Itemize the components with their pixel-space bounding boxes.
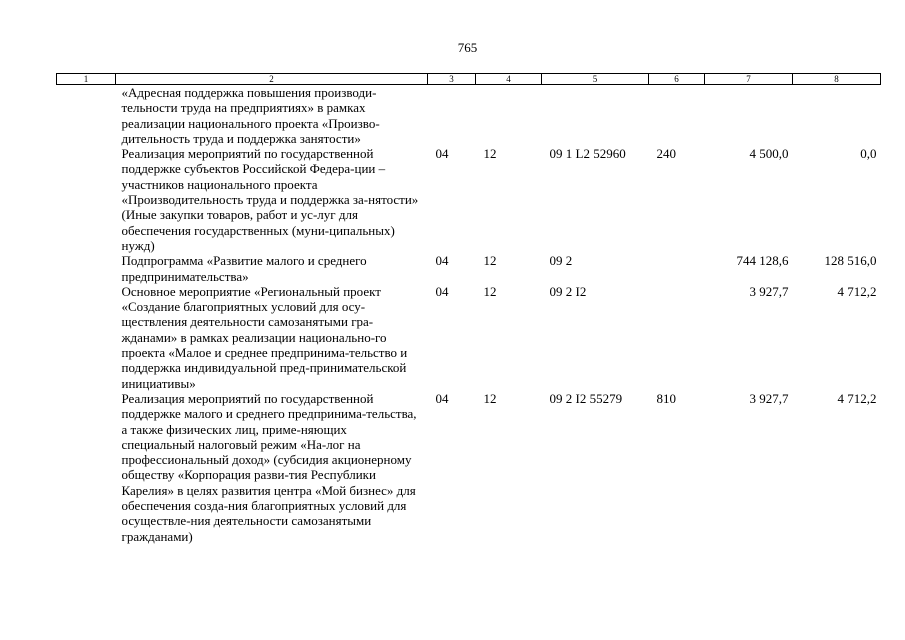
table-row	[57, 391, 881, 544]
row-section: 04	[435, 253, 449, 269]
row-sum-2: 4 712,2	[837, 390, 877, 406]
row-sum-1: 744 128,6	[736, 253, 789, 269]
row-name: Основное мероприятие «Региональный проект «Создание благоприятных условий для осу-ществления деятельности самозанятыми гра-жданами» в рамках реализации национально-го проекта «Малое и среднее предпринима-тельство и поддержка индивидуальной пред-принимательской инициативы»	[121, 283, 408, 391]
row-subsection: 12	[483, 146, 497, 162]
row-expense-type	[649, 284, 705, 391]
row-name: Реализация мероприятий по государственной поддержке малого и среднего предпринима-тельства, а также физических лиц, приме-няющих специальный налоговый режим «На-лог на профессиональный доход» (субсидия акционерному обществу «Корпорация разви-тия Республики Карелия» в целях развития центра «Мой бизнес» для обеспечения созда-ния благоприятных условий для осуществле-ния деятельности самозанятыми гражданами)	[121, 390, 417, 544]
row-subsection: 12	[483, 253, 497, 269]
row-sum-1: 3 927,7	[749, 283, 789, 299]
row-sum-1: 3 927,7	[749, 390, 789, 406]
table-row	[57, 85, 881, 147]
header-cell-2: 2	[116, 74, 428, 85]
row-name: Реализация мероприятий по государственной поддержке субъектов Российской Федера-ции – участников национального проекта «Производительность труда и поддержка за-нятости» (Иные закупки товаров, работ и ус-луг для обеспечения государственных (муни-ципальных) нужд)	[121, 146, 419, 253]
row-target: 09 2 I2	[549, 283, 587, 299]
row-section	[428, 85, 476, 147]
row-expense-type: 240	[656, 146, 676, 162]
header-cell-7: 7	[705, 74, 793, 85]
row-sum-1: 4 500,0	[749, 146, 789, 162]
row-target: 09 2	[549, 253, 573, 269]
page-number: 765	[457, 40, 478, 55]
row-sum-2	[793, 85, 881, 147]
row-name: Подпрограмма «Развитие малого и среднего предпринимательства»	[121, 253, 367, 284]
row-expense-type	[649, 253, 705, 284]
row-name: «Адресная поддержка повышения производи-тельности труда на предприятиях» в рамках реализации национального проекта «Произво-дительность труда и поддержка занятости»	[121, 85, 380, 146]
row-sum-1	[705, 85, 793, 147]
header-cell-6: 6	[649, 74, 705, 85]
row-target: 09 1 L2 52960	[549, 146, 626, 162]
header-cell-1: 1	[57, 74, 116, 85]
budget-table	[56, 73, 881, 544]
row-target	[542, 85, 649, 147]
header-cell-5: 5	[542, 74, 649, 85]
header-row	[57, 74, 881, 85]
row-subsection	[476, 85, 542, 147]
row-expense-type	[649, 85, 705, 147]
row-section: 04	[435, 390, 449, 406]
row-subsection: 12	[483, 283, 497, 299]
row-sum-2: 128 516,0	[824, 253, 877, 269]
table-row	[57, 146, 881, 253]
table-row	[57, 284, 881, 391]
header-cell-4: 4	[476, 74, 542, 85]
table-row	[57, 253, 881, 284]
header-cell-8: 8	[793, 74, 881, 85]
row-target: 09 2 I2 55279	[549, 390, 623, 406]
row-section: 04	[435, 283, 449, 299]
row-section: 04	[435, 146, 449, 162]
row-expense-type: 810	[656, 390, 676, 406]
header-cell-3: 3	[428, 74, 476, 85]
row-sum-2: 4 712,2	[837, 283, 877, 299]
row-sum-2: 0,0	[860, 146, 877, 162]
row-subsection: 12	[483, 390, 497, 406]
